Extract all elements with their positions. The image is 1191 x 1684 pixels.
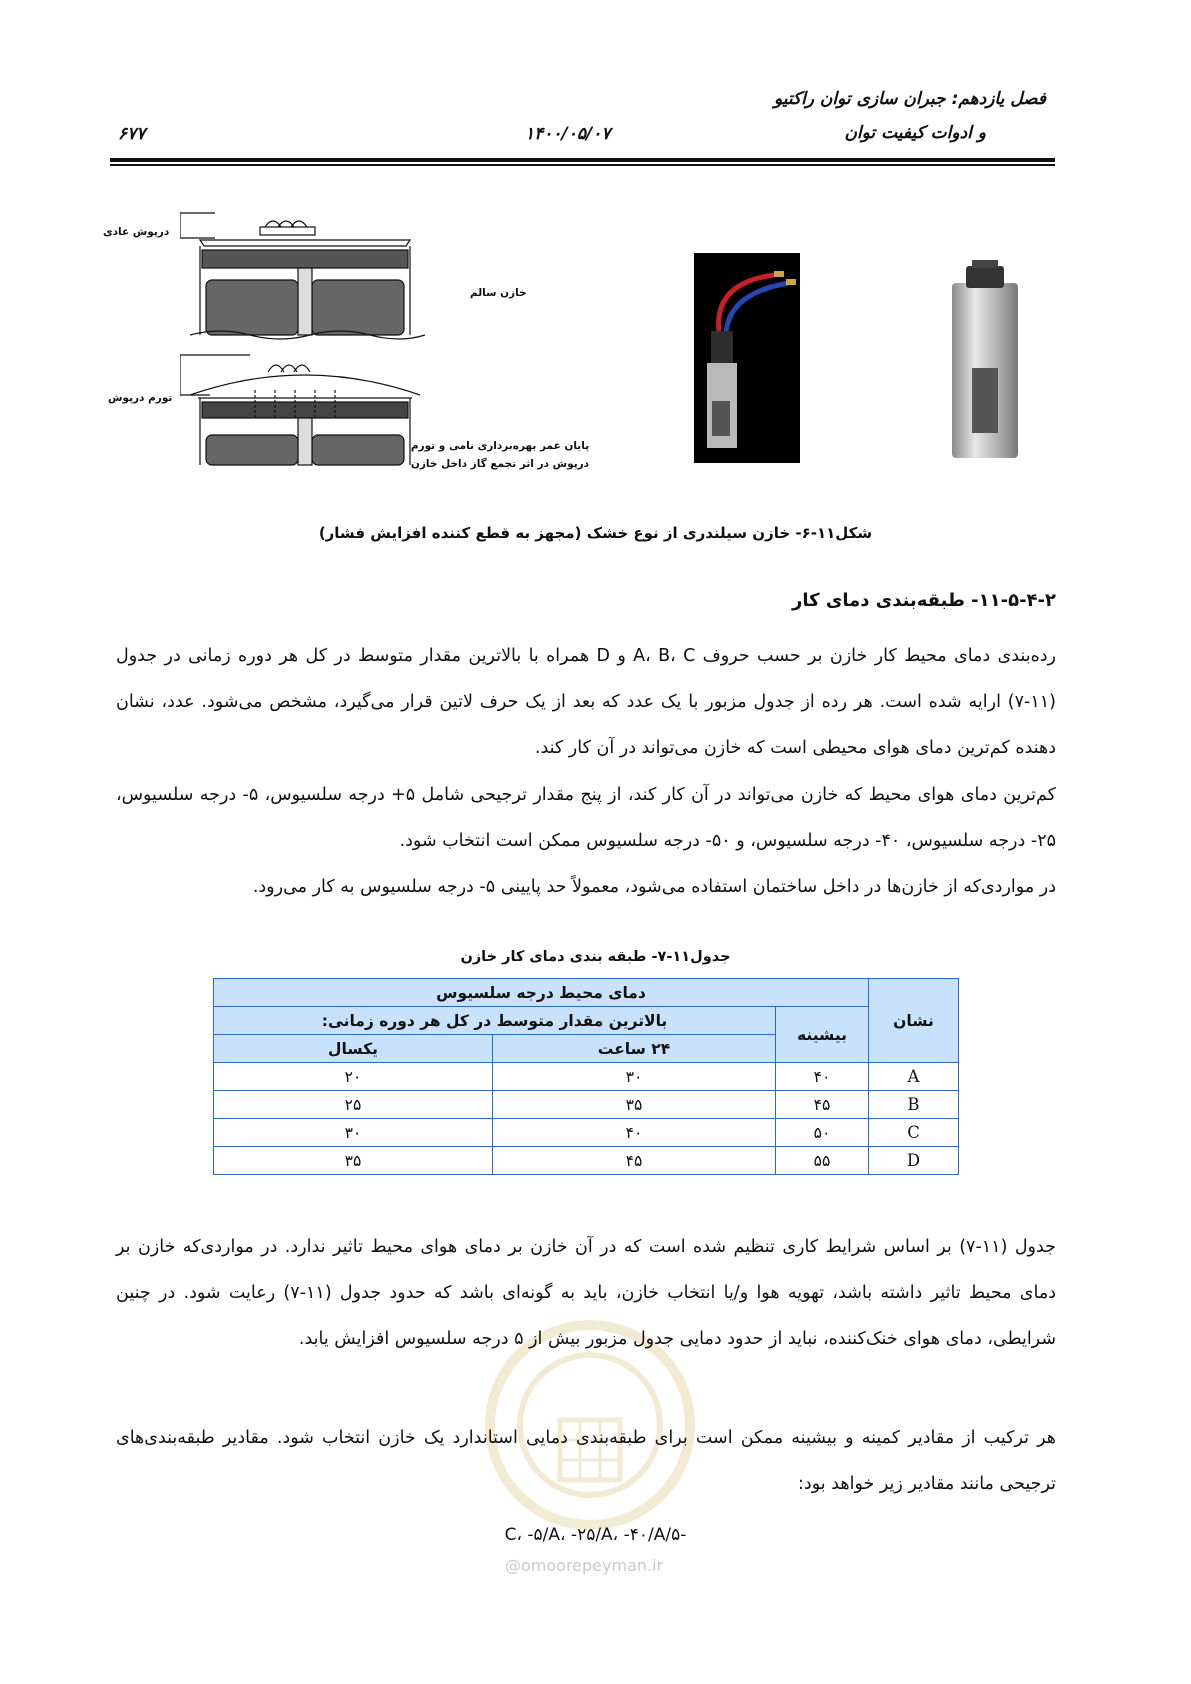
- paragraph-1: رده‌بندی دمای محیط کار خازن بر حسب حروف A، B، C و D همراه با بالاترین مقدار متوسط در کل هر دوره زمانی در جدول (۱۱-۷) ارایه شده است. هر رده از جدول مزبور با یک عدد که بعد از یک حرف لاتین قرار می‌گیرد، مشخص می‌شود. عدد، نشان دهنده کم‌ترین دمای هوای محیطی است که خازن می‌تواند در آن کار کند.: [116, 646, 1057, 758]
- preferred-categories-formula: -۵/C، -۵/A، -۲۵/A، -۴۰/A: [504, 1525, 687, 1545]
- header-date: ۱۴۰۰/۰۵/۰۷: [525, 124, 611, 144]
- at-icon: @: [505, 1556, 521, 1575]
- page-number: ۶۷۷: [118, 124, 146, 144]
- cell-year: ۳۵: [214, 1147, 493, 1175]
- chapter-title-line1: فصل یازدهم: جبران سازی توان راکتیو: [773, 89, 1046, 109]
- chapter-title: [774, 82, 1046, 150]
- header-rule-thin: [110, 164, 1055, 166]
- paragraph-3: در مواردی‌که از خازن‌ها در داخل ساختمان استفاده می‌شود، معمولاً حد پایینی ۵- درجه سلسیوس به کار می‌رود.: [252, 877, 1056, 897]
- cell-year: ۲۰: [214, 1063, 493, 1091]
- header-ambient: دمای محیط درجه سلسیوس: [214, 979, 869, 1007]
- label-end-of-life-line2: درپوش در اثر تجمع گاز داخل خازن: [410, 458, 590, 470]
- table-title: جدول۱۱-۷- طبقه بندی دمای کار خازن: [460, 949, 731, 965]
- cell-24h: ۴۵: [493, 1147, 776, 1175]
- header-rule: [110, 158, 1055, 162]
- cell-symbol: B: [869, 1091, 959, 1119]
- watermark-url: [505, 1556, 663, 1575]
- label-normal-lid: درپوش عادی: [103, 226, 170, 238]
- cell-year: ۳۰: [214, 1119, 493, 1147]
- cell-max: ۴۵: [776, 1091, 869, 1119]
- cell-24h: ۳۰: [493, 1063, 776, 1091]
- cell-year: ۲۵: [214, 1091, 493, 1119]
- header-maximum: بیشینه: [776, 1007, 869, 1063]
- cell-symbol: C: [869, 1119, 959, 1147]
- label-end-of-life: [410, 440, 590, 470]
- table-row: [214, 1147, 959, 1175]
- watermark-url-text: omoorepeyman.ir: [521, 1556, 664, 1575]
- cell-24h: ۴۰: [493, 1119, 776, 1147]
- table-row: [214, 1063, 959, 1091]
- figure-caption: شکل۱۱-۶- خازن سیلندری از نوع خشک (مجهز به قطع کننده افزایش فشار): [318, 524, 873, 542]
- chapter-title-line2: و ادوات کیفیت توان: [844, 123, 986, 143]
- paragraph-5: هر ترکیب از مقادیر کمینه و بیشینه ممکن است برای طبقه‌بندی دمایی استاندارد یک خازن انتخاب شود. مقادیر طبقه‌بندی‌های ترجیحی مانند مقادیر زیر خواهد بود:: [116, 1428, 1056, 1494]
- cell-max: ۵۰: [776, 1119, 869, 1147]
- cell-24h: ۳۵: [493, 1091, 776, 1119]
- capacitor-photo-with-wires: [694, 253, 800, 463]
- cell-max: ۴۰: [776, 1063, 869, 1091]
- cell-max: ۵۵: [776, 1147, 869, 1175]
- header-highest-mean: بالاترین مقدار متوسط در کل هر دوره زمانی:: [214, 1007, 776, 1035]
- label-healthy-capacitor: خازن سالم: [470, 287, 527, 299]
- table-row: [214, 1119, 959, 1147]
- cylindrical-capacitor-photo: [950, 258, 1020, 463]
- table-row: [214, 1091, 959, 1119]
- section-heading: ۱۱-۵-۴-۲- طبقه‌بندی دمای کار: [791, 590, 1056, 611]
- capacitor-cross-section-diagram: [180, 210, 430, 510]
- cell-symbol: A: [869, 1063, 959, 1091]
- label-lid-swelling: تورم درپوش: [108, 392, 173, 404]
- temperature-category-table: [213, 978, 959, 1175]
- label-end-of-life-line1: پایان عمر بهره‌برداری نامی و تورم: [410, 440, 590, 452]
- header-year: یکسال: [214, 1035, 493, 1063]
- cell-symbol: D: [869, 1147, 959, 1175]
- header-24h: ۲۴ ساعت: [493, 1035, 776, 1063]
- header-symbol: نشان: [869, 979, 959, 1063]
- paragraph-4: جدول (۱۱-۷) بر اساس شرایط کاری تنظیم شده است که در آن خازن بر دمای هوای محیط تاثیر ندارد. در مواردی‌که خازن بر دمای محیط تاثیر داشته باشد، تهویه هوا و/یا انتخاب خازن، باید به گونه‌ای باشد که حدود جدول (۱۱-۷) رعایت شود. در چنین شرایطی، دمای هوای خنک‌کننده، نباید از حدود دمایی جدول مزبور بیش از ۵ درجه سلسیوس افزایش یابد.: [116, 1237, 1057, 1349]
- paragraph-2: کم‌ترین دمای هوای محیط که خازن می‌تواند در آن کار کند، از پنج مقدار ترجیحی شامل ۵+ درجه سلسیوس، ۵- درجه سلسیوس، ۲۵- درجه سلسیوس، ۴۰- درجه سلسیوس، و ۵۰- درجه سلسیوس ممکن است انتخاب شود.: [116, 785, 1056, 851]
